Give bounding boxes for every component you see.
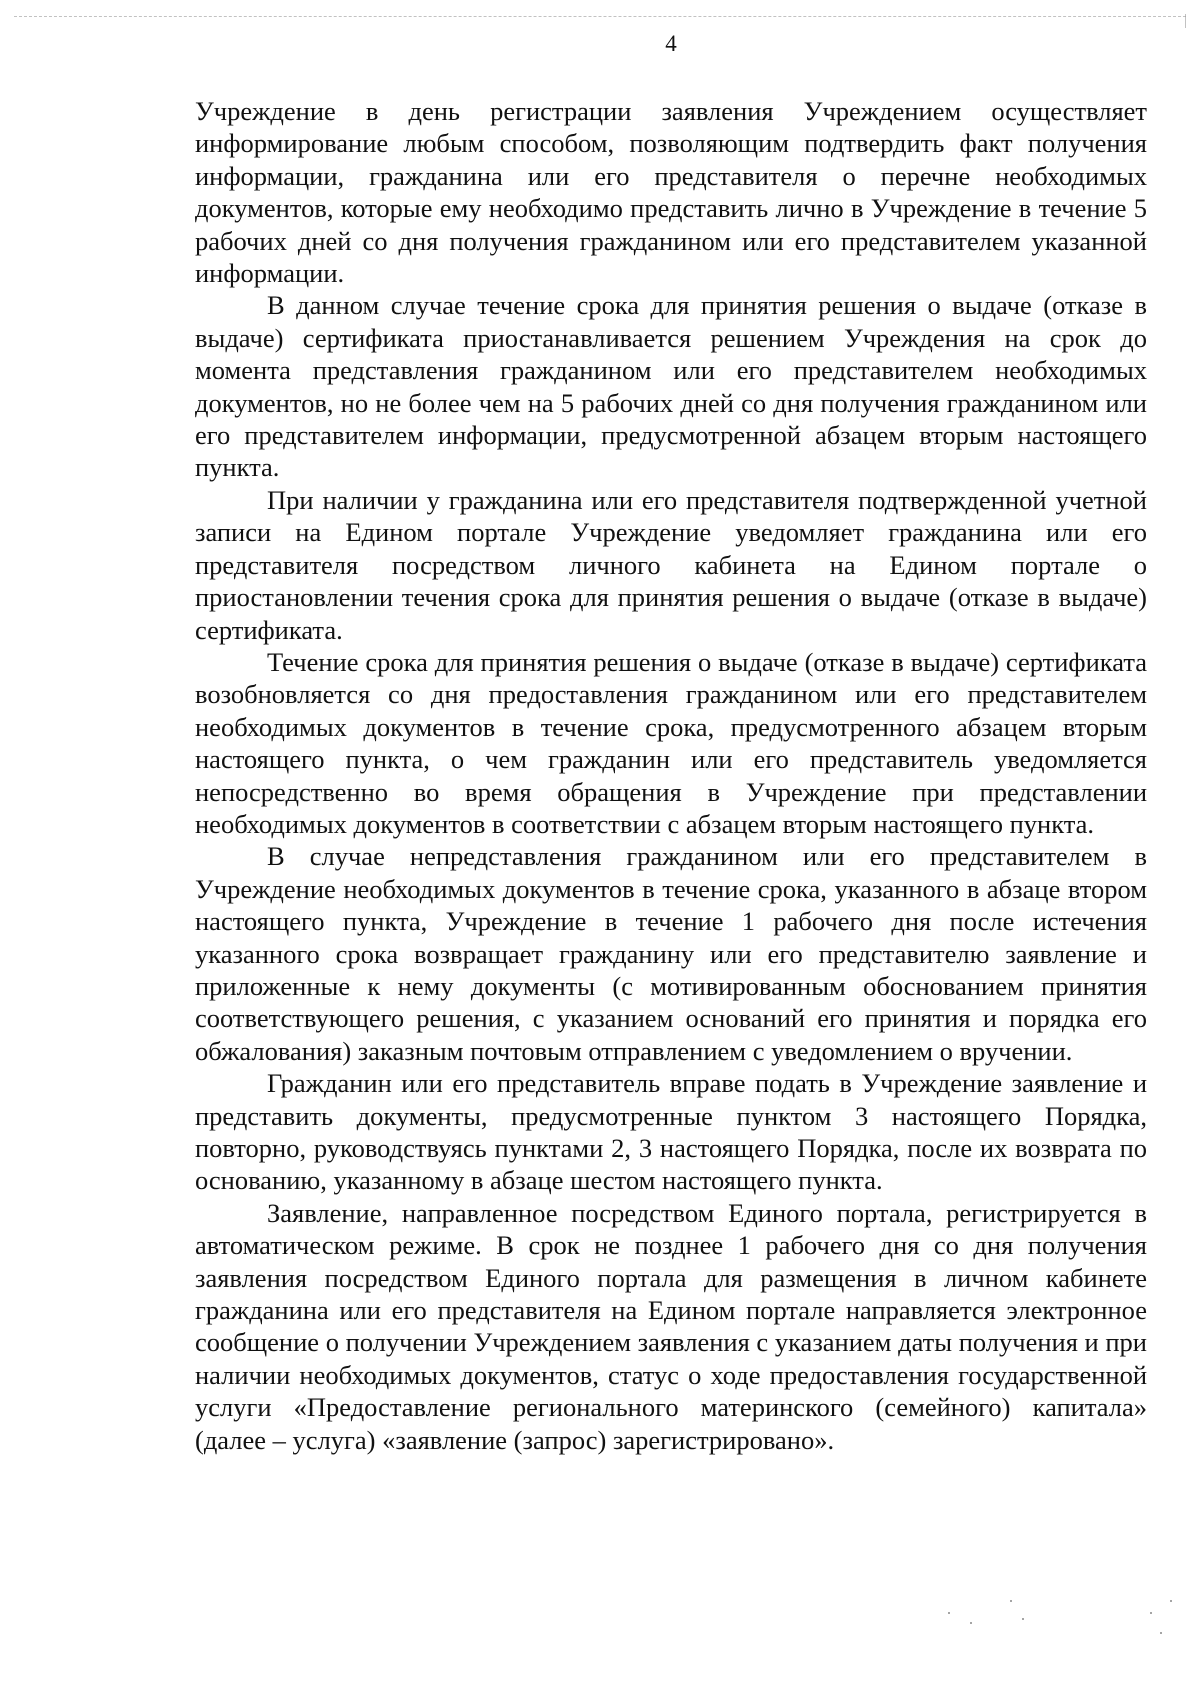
paragraph: Учреждение в день регистрации заявления Учреждением осуществляет информирование любым способом, позволяющим подтвердить факт получения информации, гражданина или его представителя о перечне необходимых документов, которые ему необходимо представить лично в Учреждение в течение 5 рабочих дней со дня получения гражданином или его представителем указанной информации. (195, 96, 1147, 289)
paragraph: Заявление, направленное посредством Единого портала, регистрируется в автоматическом режиме. В срок не позднее 1 рабочего дня со дня получения заявления посредством Единого портала для размещения в личном кабинете гражданина или его представителя на Едином портале направляется электронное сообщение о получении Учреждением заявления с указанием даты получения и при наличии необходимых документов, статус о ходе предоставления государственной услуги «Предоставление регионального материнского (семейного) капитала» (далее – услуга) «заявление (запрос) зарегистрировано». (195, 1197, 1147, 1455)
paragraph: В данном случае течение срока для принятия решения о выдаче (отказе в выдаче) сертификата приостанавливается решением Учреждения на срок до момента представления гражданином или его представителем необходимых документов, но не более чем на 5 рабочих дней со дня получения гражданином или его представителем информации, предусмотренной абзацем вторым настоящего пункта. (195, 290, 1147, 483)
scan-border-tick (1185, 14, 1186, 28)
scan-speck (1150, 1612, 1152, 1614)
paragraph: В случае непредставления гражданином или его представителем в Учреждение необходимых документов в течение срока, указанного в абзаце втором настоящего пункта, Учреждение в течение 1 рабочего дня после истечения указанного срока возвращает гражданину или его представителю заявление и приложенные к нему документы (с мотивированным обоснованием принятия соответствующего решения, с указанием оснований его принятия и порядка его обжалования) заказным почтовым отправлением с уведомлением о вручении. (195, 841, 1147, 1066)
scan-speck (1010, 1600, 1012, 1602)
document-body (195, 95, 1147, 1456)
paragraph: Течение срока для принятия решения о выдаче (отказе в выдаче) сертификата возобновляется со дня предоставления гражданином или его представителем необходимых документов в течение срока, предусмотренного абзацем вторым настоящего пункта, о чем гражданин или его представитель уведомляется непосредственно во время обращения в Учреждение при представлении необходимых документов в соответствии с абзацем вторым настоящего пункта. (195, 646, 1147, 839)
scan-border-line (14, 16, 1186, 18)
scan-speck (1022, 1618, 1024, 1620)
scan-speck (1170, 1600, 1172, 1602)
paragraph: При наличии у гражданина или его представителя подтвержденной учетной записи на Едином портале Учреждение уведомляет гражданина или его представителя посредством личного кабинета на Едином портале о приостановлении течения срока для принятия решения о выдаче (отказе в выдаче) сертификата. (195, 484, 1147, 645)
page-number: 4 (665, 31, 677, 56)
scan-speck (1160, 1632, 1162, 1634)
scan-speck (948, 1612, 950, 1614)
scan-speck (970, 1622, 972, 1624)
paragraph: Гражданин или его представитель вправе подать в Учреждение заявление и представить документы, предусмотренные пунктом 3 настоящего Порядка, повторно, руководствуясь пунктами 2, 3 настоящего Порядка, после их возврата по основанию, указанному в абзаце шестом настоящего пункта. (195, 1068, 1147, 1196)
